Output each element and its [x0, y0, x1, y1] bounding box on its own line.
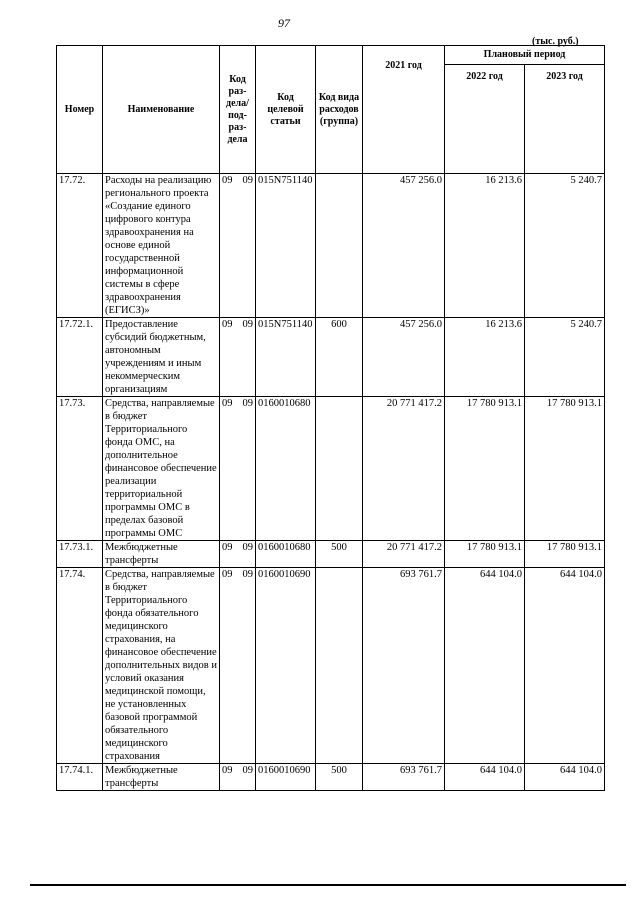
- units-label: (тыс. руб.): [532, 36, 579, 47]
- row-number: 17.72.: [57, 174, 103, 318]
- header-2021: 2021 год: [363, 46, 445, 174]
- row-2022: 17 780 913.1: [445, 397, 525, 541]
- row-2022: 16 213.6: [445, 318, 525, 397]
- budget-table: [56, 45, 605, 791]
- row-2022: 16 213.6: [445, 174, 525, 318]
- row-expense-type: [316, 397, 363, 541]
- header-target: Код целевой статьи: [256, 46, 316, 174]
- row-target: 0160010690: [256, 568, 316, 764]
- row-2023: 644 104.0: [525, 568, 605, 764]
- row-name: Средства, направляемые в бюджет Территориального фонда ОМС, на дополнительное финансовое обеспечение реализации территориальной программы ОМС в пределах базовой программы ОМС: [103, 397, 220, 541]
- row-2023: 5 240.7: [525, 318, 605, 397]
- row-razdel: 09 09: [220, 397, 256, 541]
- row-name: Средства, направляемые в бюджет Территориального фонда обязательного медицинского страхования, на финансовое обеспечение дополнительных видов и условий оказания медицинской помощи, не установленных базовой программой обязательного медицинского страхования: [103, 568, 220, 764]
- header-razdel: Код раз-дела/ под-раз-дела: [220, 46, 256, 174]
- row-number: 17.72.1.: [57, 318, 103, 397]
- row-target: 0160010680: [256, 397, 316, 541]
- row-2021: 693 761.7: [363, 764, 445, 791]
- row-expense-type: 600: [316, 318, 363, 397]
- header-number: Номер: [57, 46, 103, 174]
- table-row: [57, 174, 605, 318]
- row-2021: 457 256.0: [363, 318, 445, 397]
- row-2023: 17 780 913.1: [525, 541, 605, 568]
- row-target: 015N751140: [256, 318, 316, 397]
- row-razdel: 09 09: [220, 541, 256, 568]
- row-razdel: 09 09: [220, 318, 256, 397]
- row-2023: 17 780 913.1: [525, 397, 605, 541]
- row-number: 17.73.: [57, 397, 103, 541]
- row-number: 17.74.1.: [57, 764, 103, 791]
- row-name: Предоставление субсидий бюджетным, автономным учреждениям и иным некоммерческим организациям: [103, 318, 220, 397]
- row-number: 17.74.: [57, 568, 103, 764]
- row-razdel: 09 09: [220, 568, 256, 764]
- row-name: Межбюджетные трансферты: [103, 541, 220, 568]
- row-name: Межбюджетные трансферты: [103, 764, 220, 791]
- row-2023: 644 104.0: [525, 764, 605, 791]
- page-bottom-rule: [30, 884, 626, 886]
- table-row: [57, 318, 605, 397]
- row-2023: 5 240.7: [525, 174, 605, 318]
- row-expense-type: 500: [316, 764, 363, 791]
- row-2022: 644 104.0: [445, 764, 525, 791]
- table-row: [57, 568, 605, 764]
- row-razdel: 09 09: [220, 174, 256, 318]
- row-2021: 457 256.0: [363, 174, 445, 318]
- table-row: [57, 764, 605, 791]
- row-expense-type: 500: [316, 541, 363, 568]
- table-row: [57, 541, 605, 568]
- row-target: 0160010690: [256, 764, 316, 791]
- row-target: 0160010680: [256, 541, 316, 568]
- header-2023: 2023 год: [525, 65, 605, 174]
- row-2021: 20 771 417.2: [363, 541, 445, 568]
- row-2021: 20 771 417.2: [363, 397, 445, 541]
- row-number: 17.73.1.: [57, 541, 103, 568]
- row-name: Расходы на реализацию регионального проекта «Создание единого цифрового контура здравоохранения на основе единой государственной информационной системы в сфере здравоохранения (ЕГИСЗ)»: [103, 174, 220, 318]
- header-expense-type: Код вида расходов (группа): [316, 46, 363, 174]
- row-2021: 693 761.7: [363, 568, 445, 764]
- page-number: 97: [278, 16, 290, 30]
- row-expense-type: [316, 174, 363, 318]
- header-plan-period: Плановый период: [445, 46, 605, 65]
- row-2022: 644 104.0: [445, 568, 525, 764]
- row-target: 015N751140: [256, 174, 316, 318]
- header-2022: 2022 год: [445, 65, 525, 174]
- row-razdel: 09 09: [220, 764, 256, 791]
- row-expense-type: [316, 568, 363, 764]
- header-name: Наименование: [103, 46, 220, 174]
- table-row: [57, 397, 605, 541]
- row-2022: 17 780 913.1: [445, 541, 525, 568]
